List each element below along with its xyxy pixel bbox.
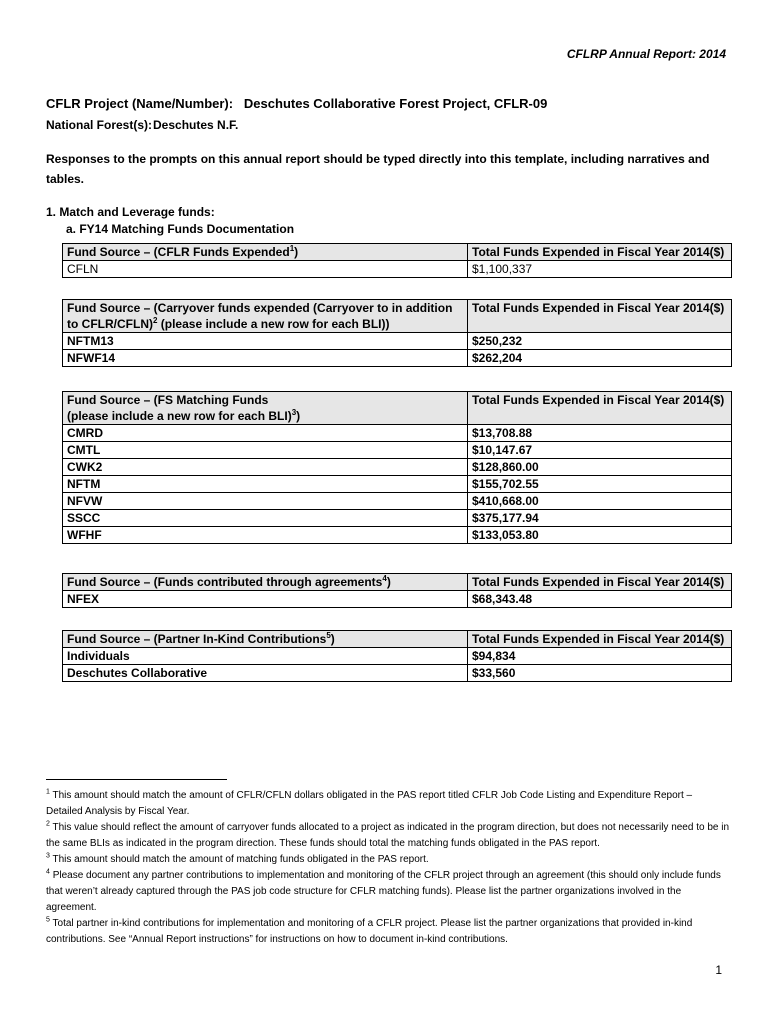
footnote-2: $^2$ This value should reflect the amount of carryover funds allocated to a project as indicated in the program direction, but does not necessarily need to be in the same BLIs as indicated in the program direction. These funds should total the matching funds obligated in the PAS report.	[46, 820, 730, 849]
amount-cell: $133,053.80	[468, 527, 732, 544]
amount-cell: $1,100,337	[468, 261, 732, 278]
fund-source-cell: NFTM	[63, 476, 468, 493]
intro-text: Responses to the prompts on this annual report should be typed directly into this template, including narratives and tables.	[46, 152, 710, 186]
table-row	[63, 442, 732, 459]
table-row	[63, 527, 732, 544]
amount-cell: $68,343.48	[468, 591, 732, 608]
fund-source-cell: NFEX	[63, 591, 468, 608]
table-header-row	[63, 574, 732, 591]
header-total-funds: Total Funds Expended in Fiscal Year 2014($)	[468, 244, 732, 261]
project-value: Deschutes Collaborative Forest Project, CFLR-09	[243, 96, 548, 111]
header-total-funds: Total Funds Expended in Fiscal Year 2014($)	[468, 392, 732, 425]
carryover-funds-table	[62, 299, 732, 367]
fund-source-cell: Individuals	[63, 648, 468, 665]
fund-source-cell: CWK2	[63, 459, 468, 476]
project-line	[46, 96, 547, 111]
amount-cell: $13,708.88	[468, 425, 732, 442]
forest-value: Deschutes N.F.	[153, 118, 239, 132]
table-row	[63, 648, 732, 665]
fund-source-cell: WFHF	[63, 527, 468, 544]
amount-cell: $10,147.67	[468, 442, 732, 459]
amount-cell: $94,834	[468, 648, 732, 665]
cflr-funds-table	[62, 243, 732, 278]
table-row	[63, 591, 732, 608]
table-header-row	[63, 631, 732, 648]
header-total-funds: Total Funds Expended in Fiscal Year 2014($)	[468, 574, 732, 591]
fund-source-cell: CMTL	[63, 442, 468, 459]
fund-source-cell: NFTM13	[63, 333, 468, 350]
in-kind-contributions-table	[62, 630, 732, 682]
footnote-5: $^5$ Total partner in-kind contributions for implementation and monitoring of a CFLR project. Please list the partner organizations that provided in-kind contributions. See “Annual Report instructions” for instructions on how to document in-kind contributions.	[46, 916, 693, 945]
header-total-funds: Total Funds Expended in Fiscal Year 2014($)	[468, 300, 732, 333]
header-fund-source: Fund Source – (Funds contributed through agreements$^4$)	[63, 574, 468, 591]
amount-cell: $250,232	[468, 333, 732, 350]
fund-source-cell: NFVW	[63, 493, 468, 510]
table-row	[63, 425, 732, 442]
amount-cell: $410,668.00	[468, 493, 732, 510]
footnote-4: $^4$ Please document any partner contributions to implementation and monitoring of the CFLR project through an agreement (this should only include funds that weren’t already captured through the PAS job code structure for CFLR matching funds). Please list the partner organizations involved in the agreement.	[46, 868, 721, 913]
amount-cell: $155,702.55	[468, 476, 732, 493]
report-header-title: CFLRP Annual Report: 2014	[566, 47, 726, 61]
table-header-row	[63, 392, 732, 425]
forest-label: National Forest(s):	[46, 118, 153, 132]
table-row	[63, 261, 732, 278]
table-row	[63, 350, 732, 367]
project-label: CFLR Project (Name/Number):	[46, 96, 234, 111]
table-row	[63, 510, 732, 527]
amount-cell: $33,560	[468, 665, 732, 682]
footnotes	[46, 788, 730, 948]
header-fund-source: Fund Source – (Partner In-Kind Contributions$^5$)	[63, 631, 468, 648]
agreements-funds-table	[62, 573, 732, 608]
header-fund-source: Fund Source – (Carryover funds expended (Carryover to in addition to CFLR/CFLN)$^2$ (please include a new row for each BLI))	[63, 300, 468, 333]
footnote-separator	[46, 779, 227, 780]
fund-source-cell: Deschutes Collaborative	[63, 665, 468, 682]
subsection-title: a. FY14 Matching Funds Documentation	[66, 222, 295, 236]
fs-matching-funds-table	[62, 391, 732, 544]
amount-cell: $375,177.94	[468, 510, 732, 527]
fund-source-cell: NFWF14	[63, 350, 468, 367]
table-row	[63, 459, 732, 476]
table-row	[63, 476, 732, 493]
footnote-3: $^3$ This amount should match the amount of matching funds obligated in the PAS report.	[46, 852, 429, 865]
page-number: 1	[715, 963, 722, 977]
section-title: 1. Match and Leverage funds:	[46, 205, 215, 219]
footnote-1: $^1$ This amount should match the amount of CFLR/CFLN dollars obligated in the PAS report titled CFLR Job Code Listing and Expenditure Report – Detailed Analysis by Fiscal Year.	[46, 788, 693, 817]
forest-line	[46, 118, 238, 132]
fund-source-cell: CFLN	[63, 261, 468, 278]
amount-cell: $262,204	[468, 350, 732, 367]
header-fund-source: Fund Source – (CFLR Funds Expended$^1$)	[63, 244, 468, 261]
fund-source-cell: CMRD	[63, 425, 468, 442]
header-fund-source: Fund Source – (FS Matching Funds (please include a new row for each BLI)$^3$)	[63, 392, 468, 425]
table-header-row	[63, 300, 732, 333]
table-row	[63, 333, 732, 350]
fund-source-cell: SSCC	[63, 510, 468, 527]
header-total-funds: Total Funds Expended in Fiscal Year 2014($)	[468, 631, 732, 648]
table-row	[63, 665, 732, 682]
table-row	[63, 493, 732, 510]
table-header-row	[63, 244, 732, 261]
amount-cell: $128,860.00	[468, 459, 732, 476]
